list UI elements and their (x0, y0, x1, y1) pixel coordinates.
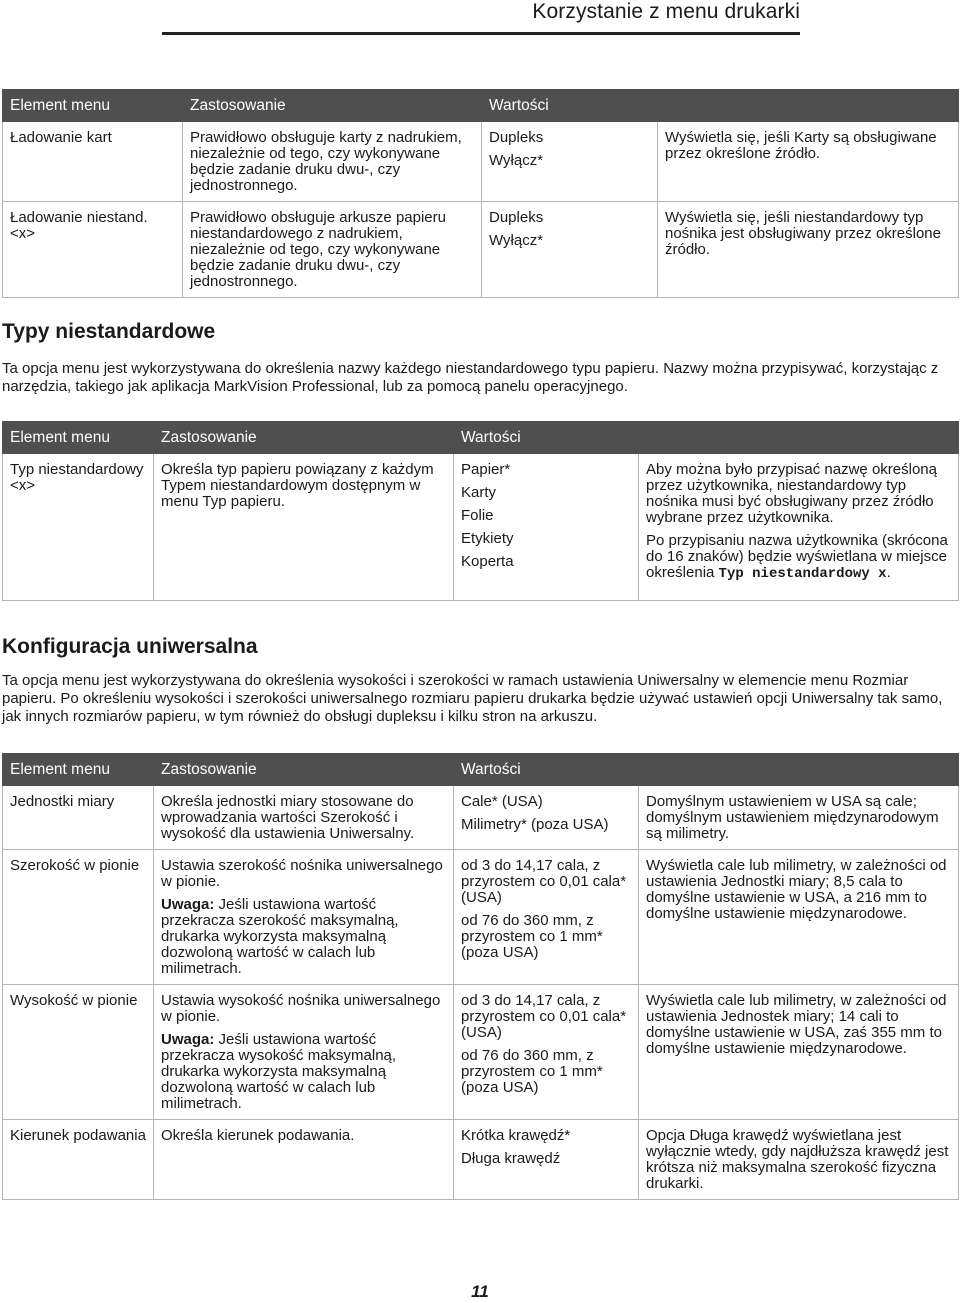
values-cell (454, 985, 639, 1120)
column-header-usage: Zastosowanie (183, 90, 482, 122)
usage-cell (154, 985, 454, 1120)
value-option: Dupleks (489, 129, 544, 146)
value-option: Cale* (USA) (461, 793, 543, 810)
values-cell (454, 850, 639, 985)
column-header-usage: Zastosowanie (154, 754, 454, 786)
column-header-element: Element menu (3, 754, 154, 786)
value-option: Wyłącz* (489, 152, 544, 169)
table-row (3, 985, 959, 1120)
custom-types-table (2, 421, 959, 601)
menu-element-cell: Ładowanie kart (3, 122, 183, 202)
paper-loading-table (2, 89, 959, 298)
description-cell: Opcja Długa krawędź wyświetlana jest wyłącznie wtedy, gdy najdłuższa krawędź jest krótsza niż maksymalna szerokość fizyczna drukarki. (639, 1120, 959, 1200)
section-paragraph-custom-types: Ta opcja menu jest wykorzystywana do określenia nazwy każdego niestandardowego typu papieru. Nazwy można przypisywać, korzystając z narzędzia, takiego jak aplikacja MarkVision Professional, lub za pomocą panelu operacyjnego. (2, 360, 939, 395)
description-cell: Wyświetla się, jeśli niestandardowy typ nośnika jest obsługiwany przez określone źródło. (658, 202, 959, 298)
value-option: od 76 do 360 mm, z przyrostem co 1 mm* (poza USA) (461, 912, 603, 961)
description-cell: Wyświetla cale lub milimetry, w zależności od ustawienia Jednostki miary; 8,5 cala to domyślne ustawienie w USA, a 216 mm to domyślne ustawienie międzynarodowe. (639, 850, 959, 985)
table-header-row (3, 754, 959, 786)
description-cell: Wyświetla się, jeśli Karty są obsługiwane przez określone źródło. (658, 122, 959, 202)
value-option: od 76 do 360 mm, z przyrostem co 1 mm* (poza USA) (461, 1047, 603, 1096)
menu-element-cell: Szerokość w pionie (3, 850, 154, 985)
value-option: Wyłącz* (489, 232, 544, 249)
value-option: Etykiety (461, 530, 514, 547)
menu-element-cell: Kierunek podawania (3, 1120, 154, 1200)
column-header-usage: Zastosowanie (154, 422, 454, 454)
menu-element-cell: Jednostki miary (3, 786, 154, 850)
usage-text: Ustawia szerokość nośnika uniwersalnego w pionie. (161, 857, 443, 890)
value-option: od 3 do 14,17 cala, z przyrostem co 0,01 cala* (USA) (461, 857, 627, 906)
value-option: Dupleks (489, 209, 544, 226)
section-paragraph-universal: Ta opcja menu jest wykorzystywana do określenia wysokości i szerokości w ramach ustawienia Uniwersalny w elemencie menu Rozmiar papieru. Po określeniu wysokości i szerokości uniwersalnego rozmiaru papieru drukarka będzie używać ustawień opcji Uniwersalny tak samo, jak innych rozmiarów papieru, w tym również do obsługi dupleksu i kilku stron na arkuszu. (2, 672, 943, 725)
column-header-values: Wartości (454, 422, 959, 454)
usage-cell (154, 850, 454, 985)
description-cell: Domyślnym ustawieniem w USA są cale; domyślnym ustawieniem międzynarodowym są milimetry. (639, 786, 959, 850)
description-text: . (886, 564, 891, 581)
value-option: Folie (461, 507, 494, 524)
table-header-row (3, 422, 959, 454)
table-row (3, 850, 959, 985)
value-option: Milimetry* (poza USA) (461, 816, 609, 833)
menu-element-cell: Typ niestandardowy <x> (3, 454, 154, 601)
note-text: Jeśli ustawiona wartość przekracza szerokość maksymalną, drukarka wykorzysta maksymalną dozwoloną wartość w calach lub milimetrach. (161, 896, 399, 977)
section-heading-universal: Konfiguracja uniwersalna (2, 635, 258, 658)
note-label: Uwaga: (161, 896, 215, 913)
usage-cell: Określa jednostki miary stosowane do wprowadzania wartości Szerokość i wysokość dla ustawienia Uniwersalny. (154, 786, 454, 850)
column-header-values: Wartości (482, 90, 959, 122)
values-cell (454, 454, 639, 601)
description-text: Po przypisaniu nazwa użytkownika (skrócona do 16 znaków) będzie wyświetlana w miejsce określenia (646, 532, 948, 581)
note-paragraph (161, 897, 446, 977)
value-option: Krótka krawędź* (461, 1127, 571, 1144)
description-cell: Wyświetla cale lub milimetry, w zależności od ustawienia Jednostek miary; 14 cali to domyślne ustawienie w USA, zaś 355 mm to domyślne ustawienie międzynarodowe. (639, 985, 959, 1120)
note-paragraph (161, 1032, 446, 1112)
value-option: Papier* (461, 461, 511, 478)
usage-cell: Prawidłowo obsługuje arkusze papieru niestandardowego z nadrukiem, niezależnie od tego, czy wykonywane będzie zadanie druku dwu-, czy jednostronnego. (183, 202, 482, 298)
note-text: Jeśli ustawiona wartość przekracza wysokość maksymalną, drukarka wykorzysta maksymalną dozwoloną wartość w calach lub milimetrach. (161, 1031, 397, 1112)
header-rule (162, 32, 800, 35)
table-row (3, 1120, 959, 1200)
usage-cell: Określa kierunek podawania. (154, 1120, 454, 1200)
column-header-element: Element menu (3, 422, 154, 454)
values-cell (454, 1120, 639, 1200)
values-cell (454, 786, 639, 850)
code-text: Typ niestandardowy x (718, 566, 887, 582)
description-cell (639, 454, 959, 601)
description-paragraph (646, 533, 951, 582)
values-cell (482, 202, 658, 298)
page-title: Korzystanie z menu drukarki (532, 0, 800, 23)
menu-element-cell: Ładowanie niestand. <x> (3, 202, 183, 298)
table-row (3, 202, 959, 298)
values-cell (482, 122, 658, 202)
usage-cell: Prawidłowo obsługuje karty z nadrukiem, niezależnie od tego, czy wykonywane będzie zadanie druku dwu-, czy jednostronnego. (183, 122, 482, 202)
table-row (3, 122, 959, 202)
page-number: 11 (471, 1282, 489, 1301)
column-header-element: Element menu (3, 90, 183, 122)
value-option: od 3 do 14,17 cala, z przyrostem co 0,01 cala* (USA) (461, 992, 627, 1041)
table-row (3, 454, 959, 601)
usage-cell: Określa typ papieru powiązany z każdym Typem niestandardowym dostępnym w menu Typ papieru. (154, 454, 454, 601)
universal-setup-table (2, 753, 959, 1200)
value-option: Koperta (461, 553, 514, 570)
column-header-values: Wartości (454, 754, 959, 786)
table-header-row (3, 90, 959, 122)
value-option: Karty (461, 484, 497, 501)
usage-text: Ustawia wysokość nośnika uniwersalnego w pionie. (161, 992, 441, 1025)
description-paragraph: Aby można było przypisać nazwę określoną przez użytkownika, niestandardowy typ nośnika musi być obsługiwany przez źródło wybrane przez użytkownika. (646, 461, 937, 526)
note-label: Uwaga: (161, 1031, 215, 1048)
section-heading-custom-types: Typy niestandardowe (2, 320, 216, 343)
value-option: Długa krawędź (461, 1150, 561, 1167)
table-row (3, 786, 959, 850)
menu-element-cell: Wysokość w pionie (3, 985, 154, 1120)
